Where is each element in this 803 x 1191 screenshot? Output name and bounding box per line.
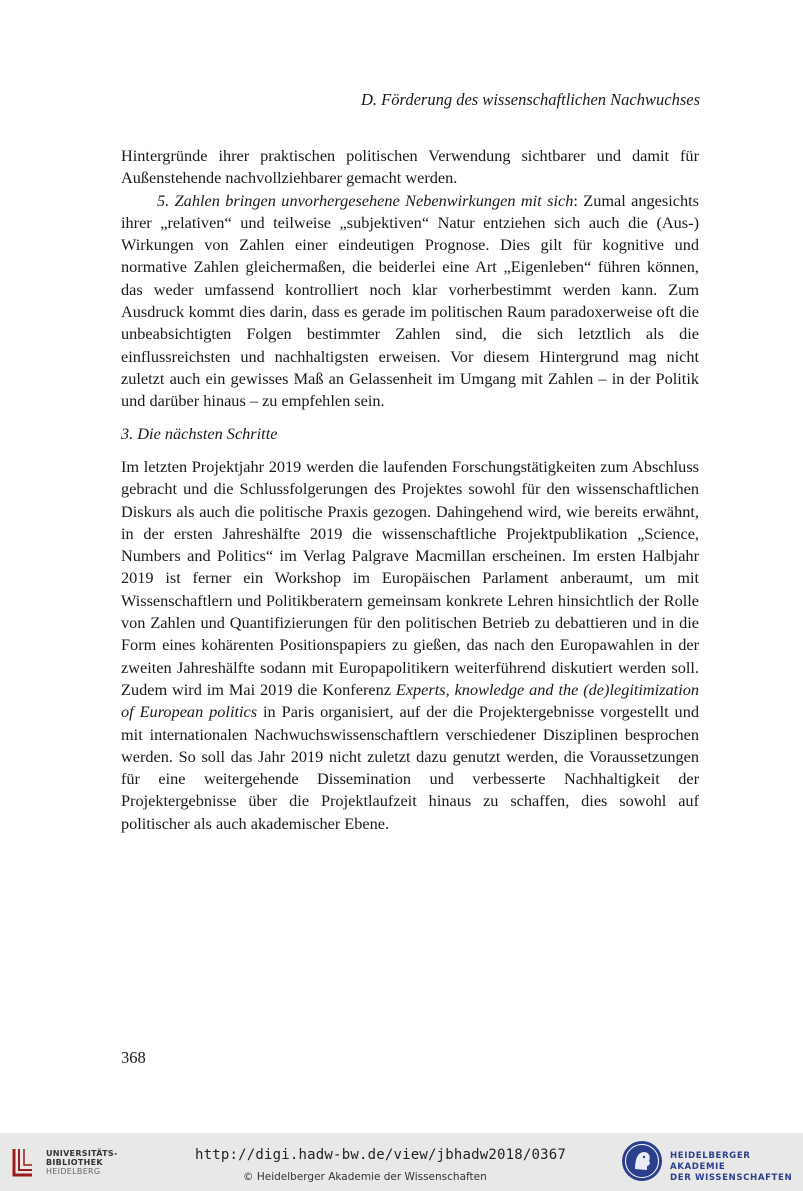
academy-name-line: HEIDELBERGER AKADEMIE [670,1151,751,1172]
copyright-notice: © Heidelberger Akademie der Wissenschaften [243,1171,487,1183]
point-5-lead: 5. Zahlen bringen unvorhergesehene Nebenwirkungen mit sich [157,190,574,210]
running-head: D. Förderung des wissenschaftlichen Nachwuchses [361,90,700,109]
body-text-top [121,145,699,413]
library-name-line: HEIDELBERG [46,1167,101,1176]
conference-title: Experts, knowledge and the (de)legitimization of European politics [121,679,699,722]
body-text-next-steps [121,456,699,835]
academy-logo[interactable] [620,1139,800,1185]
next-steps-text-b: in Paris organisiert, auf der die Projektergebnisse vorgestellt und mit internationalen Nachwuchswissenschaftlern verschiedener Disziplinen besprochen werden. So soll das Jahr 2019 nicht zuletzt dazu genutzt werden, die Voraussetzungen für eine weitergehende Dissemination und verbesserte Nachhaltigkeit der Projektergebnisse über die Projektlaufzeit hinaus zu schaffen, dies sowohl auf politischer als auch akademischer Ebene. [121,702,699,833]
paragraph: Hintergründe ihrer praktischen politischen Verwendung sichtbarer und damit für Außenstehende nachvollziehbarer gemacht werden. [121,146,699,188]
source-url-link[interactable]: http://digi.hadw-bw.de/view/jbhadw2018/0367 [195,1147,567,1163]
next-steps-text-a: Im letzten Projektjahr 2019 werden die laufenden Forschungstätigkeiten zum Abschluss gebracht und die Schlussfolgerungen des Projektes sowohl für den wissenschaftlichen Diskurs als auch die politische Praxis gezogen. Dahingehend wird, wie bereits erwähnt, in der ersten Jahreshälfte 2019 die wissenschaftliche Projektpublikation „Science, Numbers and Politics“ im Verlag Palgrave Macmillan erscheinen. Im ersten Halbjahr 2019 ist ferner ein Workshop im Europäischen Parlament anberaumt, um mit Wissenschaftlern und Politikberatern gemeinsam konkrete Lehren hinsichtlich der Rolle von Zahlen und Quantifizierungen für den politischen Betrieb zu debattieren und in die Form eines kohärenten Positionspapiers zu gießen, das nach den Europawahlen in der zweiten Jahreshälfte sodann mit Europapolitikern weiterführend diskutiert werden soll. Zudem wird im Mai 2019 die Konferenz [121,457,699,699]
paragraph-next-steps [121,456,699,835]
academy-seal-icon [620,1139,664,1183]
section-heading: 3. Die nächsten Schritte [121,424,278,443]
point-5-text: : Zumal angesichts ihrer „relativen“ und teilweise „subjektiven“ Natur entziehen sich auch die (Aus-) Wirkungen von Zahlen einer eindeutigen Prognose. Dies gilt für kognitive und normative Zahlen gleichermaßen, die beiderlei eine Art „Eigenleben“ führen können, das weder umfassend kontrolliert noch klar vorherbestimmt werden kann. Zum Ausdruck kommt dies darin, dass es gerade im politischen Raum paradoxerweise oft die unbeabsichtigten Folgen bestimmter Zahlen sind, die sich letztlich als die einflussreichsten und nachhaltigsten erweisen. Vor diesem Hintergrund mag nicht zuletzt auch ein gewisses Maß an Gelassenheit im Umgang mit Zahlen – in der Politik und darüber hinaus – zu empfehlen sein. [121,190,699,411]
library-mark-icon [10,1145,40,1179]
library-name-line: BIBLIOTHEK [46,1158,103,1167]
library-name [46,1149,118,1176]
academy-name [670,1151,800,1184]
digitization-footer [0,1133,803,1191]
library-name-line: UNIVERSITÄTS- [46,1149,118,1158]
paragraph-point-5 [121,190,699,413]
academy-name-line: DER WISSENSCHAFTEN [670,1173,793,1183]
page-number: 368 [121,1048,146,1067]
library-logo[interactable] [10,1141,120,1183]
